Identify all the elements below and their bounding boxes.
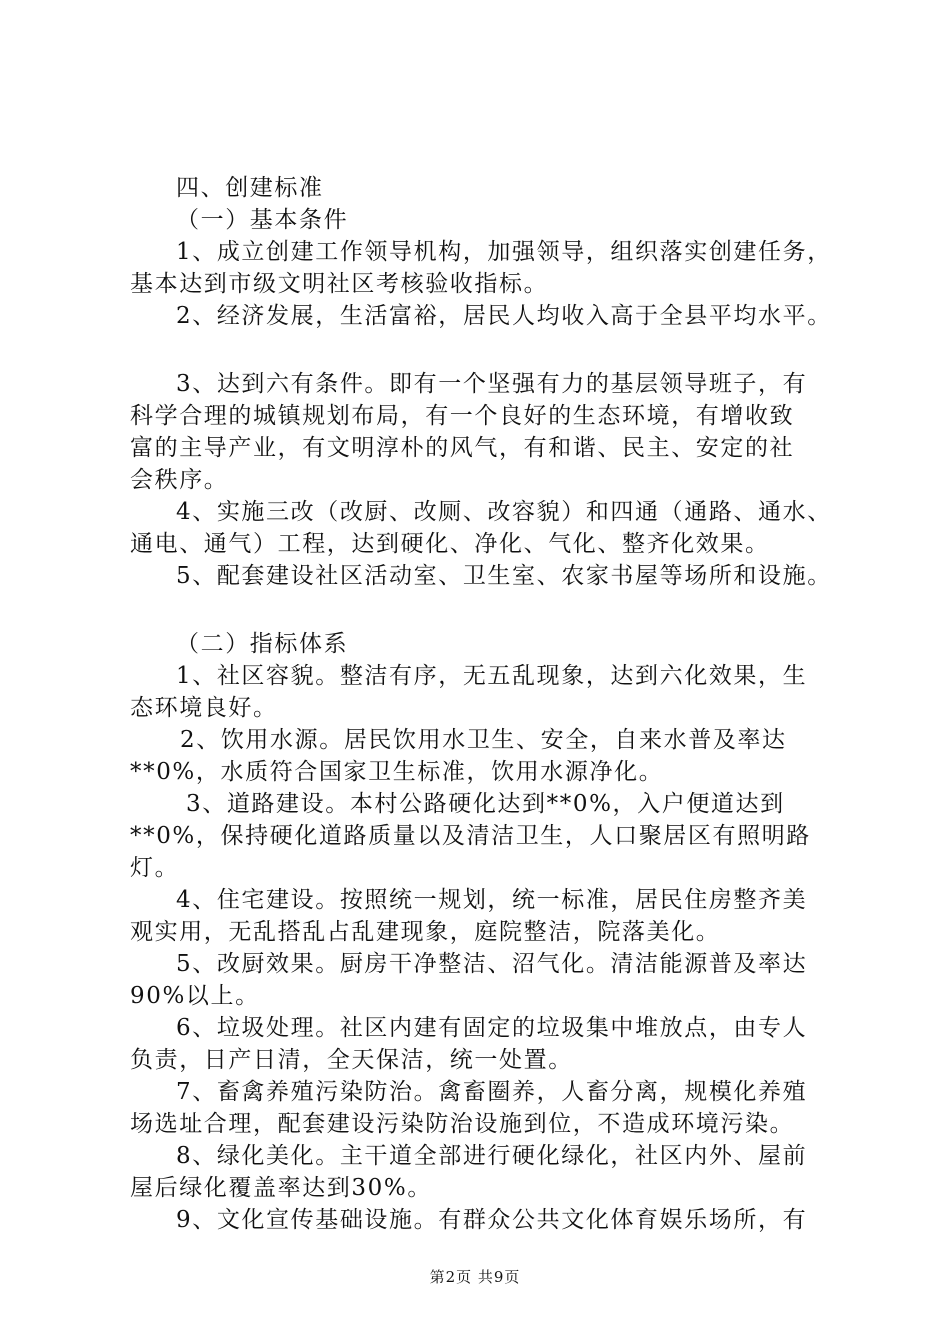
- paragraph-line: 1、成立创建工作领导机构，加强领导，组织落实创建任务，: [176, 239, 832, 265]
- paragraph-line: 5、配套建设社区活动室、卫生室、农家书屋等场所和设施。: [176, 563, 832, 589]
- paragraph-line: 灯。: [130, 855, 180, 881]
- paragraph-line: 科学合理的城镇规划布局，有一个良好的生态环境，有增收致: [130, 403, 795, 429]
- paragraph-line: 会秩序。: [130, 467, 229, 493]
- subsection-heading: （二）指标体系: [176, 631, 349, 657]
- paragraph-line: **0%，水质符合国家卫生标准，饮用水源净化。: [130, 759, 664, 785]
- paragraph-line: 通电、通气）工程，达到硬化、净化、气化、整齐化效果。: [130, 531, 770, 557]
- paragraph-line: 9、文化宣传基础设施。有群众公共文化体育娱乐场所，有: [176, 1207, 808, 1233]
- page-number-footer: 第2页 共9页: [429, 1268, 521, 1286]
- paragraph-line: 5、改厨效果。厨房干净整洁、沼气化。清洁能源普及率达: [176, 951, 808, 977]
- paragraph-line: 富的主导产业，有文明淳朴的风气，有和谐、民主、安定的社: [130, 435, 795, 461]
- paragraph-line: 4、住宅建设。按照统一规划，统一标准，居民住房整齐美: [176, 887, 808, 913]
- subsection-heading: （一）基本条件: [176, 207, 349, 233]
- paragraph-line: 观实用，无乱搭乱占乱建现象，庭院整洁，院落美化。: [130, 919, 721, 945]
- paragraph-line: **0%，保持硬化道路质量以及清洁卫生，人口聚居区有照明路: [130, 823, 811, 849]
- section-heading: 四、创建标准: [176, 175, 324, 201]
- spacer: [130, 592, 830, 628]
- paragraph-line: 2、经济发展，生活富裕，居民人均收入高于全县平均水平。: [176, 303, 832, 329]
- paragraph-line: 3、道路建设。本村公路硬化达到**0%，入户便道达到: [186, 791, 785, 817]
- paragraph-line: 7、畜禽养殖污染防治。禽畜圈养，人畜分离，规模化养殖: [176, 1079, 808, 1105]
- paragraph-line: 屋后绿化覆盖率达到30%。: [130, 1175, 432, 1201]
- paragraph-line: 场选址合理，配套建设污染防治设施到位，不造成环境污染。: [130, 1111, 795, 1137]
- paragraph-line: 90%以上。: [130, 983, 260, 1009]
- paragraph-line: 3、达到六有条件。即有一个坚强有力的基层领导班子，有: [176, 371, 808, 397]
- paragraph-line: 6、垃圾处理。社区内建有固定的垃圾集中堆放点，由专人: [176, 1015, 808, 1041]
- paragraph-line: 负责，日产日清，全天保洁，统一处置。: [130, 1047, 573, 1073]
- paragraph-line: 1、社区容貌。整洁有序，无五乱现象，达到六化效果，生: [176, 663, 808, 689]
- paragraph-line: 基本达到市级文明社区考核验收指标。: [130, 271, 549, 297]
- document-body: [130, 172, 830, 1236]
- spacer: [130, 332, 830, 368]
- paragraph-line: 8、绿化美化。主干道全部进行硬化绿化，社区内外、屋前: [176, 1143, 808, 1169]
- paragraph-line: 态环境良好。: [130, 695, 278, 721]
- paragraph-line: 4、实施三改（改厨、改厕、改容貌）和四通（通路、通水、: [176, 499, 832, 525]
- paragraph-line: 2、饮用水源。居民饮用水卫生、安全，自来水普及率达: [180, 727, 787, 753]
